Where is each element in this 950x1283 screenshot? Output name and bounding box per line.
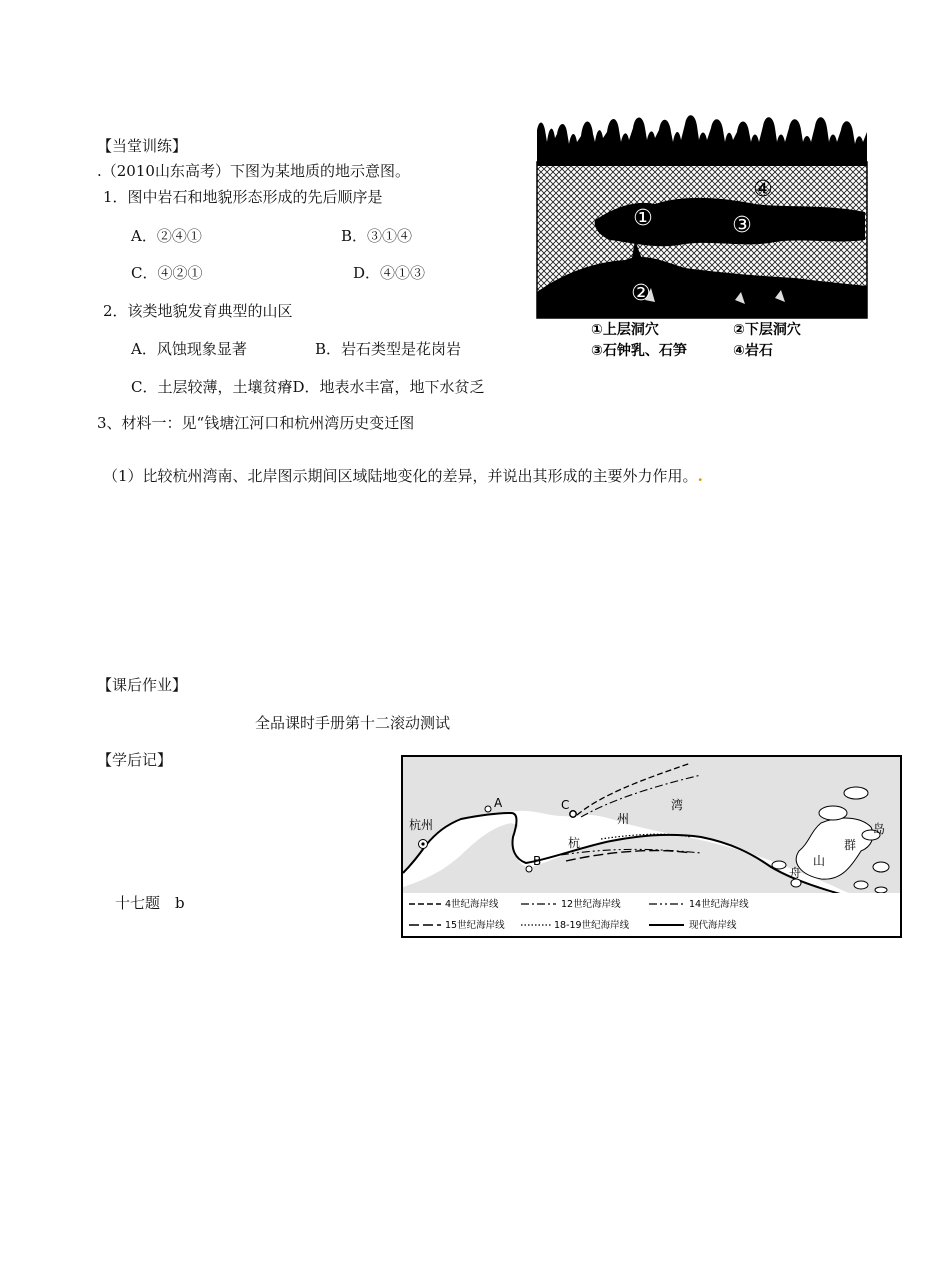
legend-15th-century: 15世纪海岸线 bbox=[445, 920, 505, 931]
cave-mark-1: ① bbox=[633, 206, 653, 231]
q3-sub1-text: （1）比较杭州湾南、北岸图示期间区域陆地变化的差异，并说出其形成的主要外力作用。 bbox=[103, 467, 698, 485]
hangzhou-bay-map bbox=[401, 755, 902, 938]
cave-mark-4: ④ bbox=[753, 177, 773, 202]
q2-stem: 2．该类地貌发育典型的山区 bbox=[103, 302, 293, 320]
forest-silhouette bbox=[537, 115, 867, 166]
q3-stem: 3、材料一：见“钱塘江河口和杭州湾历史变迁图 bbox=[97, 414, 415, 432]
karst-cave-figure bbox=[535, 112, 870, 362]
q1-stem: 1．图中岩石和地貌形态形成的先后顺序是 bbox=[103, 188, 383, 206]
q2-option-cd: C．土层较薄，土壤贫瘠D．地表水丰富，地下水贫乏 bbox=[131, 378, 485, 396]
cave-mark-2: ② bbox=[631, 281, 651, 306]
label-hangzhou: 杭州 bbox=[409, 818, 434, 832]
q3-sub1 bbox=[103, 466, 703, 486]
cave-legend-2: ②下层洞穴 bbox=[733, 322, 801, 338]
point-b-marker bbox=[526, 866, 532, 872]
q1-option-c: C．④②① bbox=[131, 264, 203, 282]
label-shan: 山 bbox=[813, 854, 826, 868]
cave-legend-4: ④岩石 bbox=[733, 343, 773, 359]
q2-option-a: A．风蚀现象显著 bbox=[131, 340, 247, 358]
q1-option-b: B．③①④ bbox=[341, 227, 413, 245]
label-a: A bbox=[494, 796, 503, 810]
label-zhou-island: 舟 bbox=[789, 866, 802, 880]
section-notes-heading: 【学后记】 bbox=[97, 751, 173, 769]
section-practice-heading: 【当堂训练】 bbox=[97, 137, 188, 155]
q2-option-b: B．岩石类型是花岗岩 bbox=[315, 340, 462, 358]
label-c: C bbox=[561, 798, 570, 812]
point-c-marker bbox=[570, 811, 576, 817]
q1-option-a: A．②④① bbox=[131, 227, 202, 245]
q1-option-d: D．④①③ bbox=[353, 264, 426, 282]
cave-mark-3: ③ bbox=[732, 213, 752, 238]
label-b: B bbox=[533, 854, 542, 868]
section-homework-heading: 【课后作业】 bbox=[97, 676, 188, 694]
point-a-marker bbox=[485, 806, 491, 812]
label-wan: 湾 bbox=[671, 798, 684, 812]
legend-modern: 现代海岸线 bbox=[689, 920, 737, 931]
label-qun: 群 bbox=[844, 838, 857, 852]
cave-legend-3: ③石钟乳、石笋 bbox=[591, 343, 687, 359]
legend-18-19th-century: 18-19世纪海岸线 bbox=[554, 920, 630, 931]
label-dao: 岛 bbox=[873, 822, 886, 836]
label-zhou: 州 bbox=[617, 812, 630, 826]
legend-14th-century: 14世纪海岸线 bbox=[689, 899, 749, 910]
label-hang: 杭 bbox=[568, 836, 581, 850]
homework-text: 全品课时手册第十二滚动测试 bbox=[255, 714, 451, 732]
notes-text: 十七题 b bbox=[115, 894, 185, 912]
q3-sub1-dot: . bbox=[697, 467, 703, 485]
cave-legend-1: ①上层洞穴 bbox=[591, 322, 659, 338]
question-intro: .（2010山东高考）下图为某地质的地示意图。 bbox=[97, 162, 410, 180]
legend-12th-century: 12世纪海岸线 bbox=[561, 899, 621, 910]
legend-4th-century: 4世纪海岸线 bbox=[445, 899, 499, 910]
